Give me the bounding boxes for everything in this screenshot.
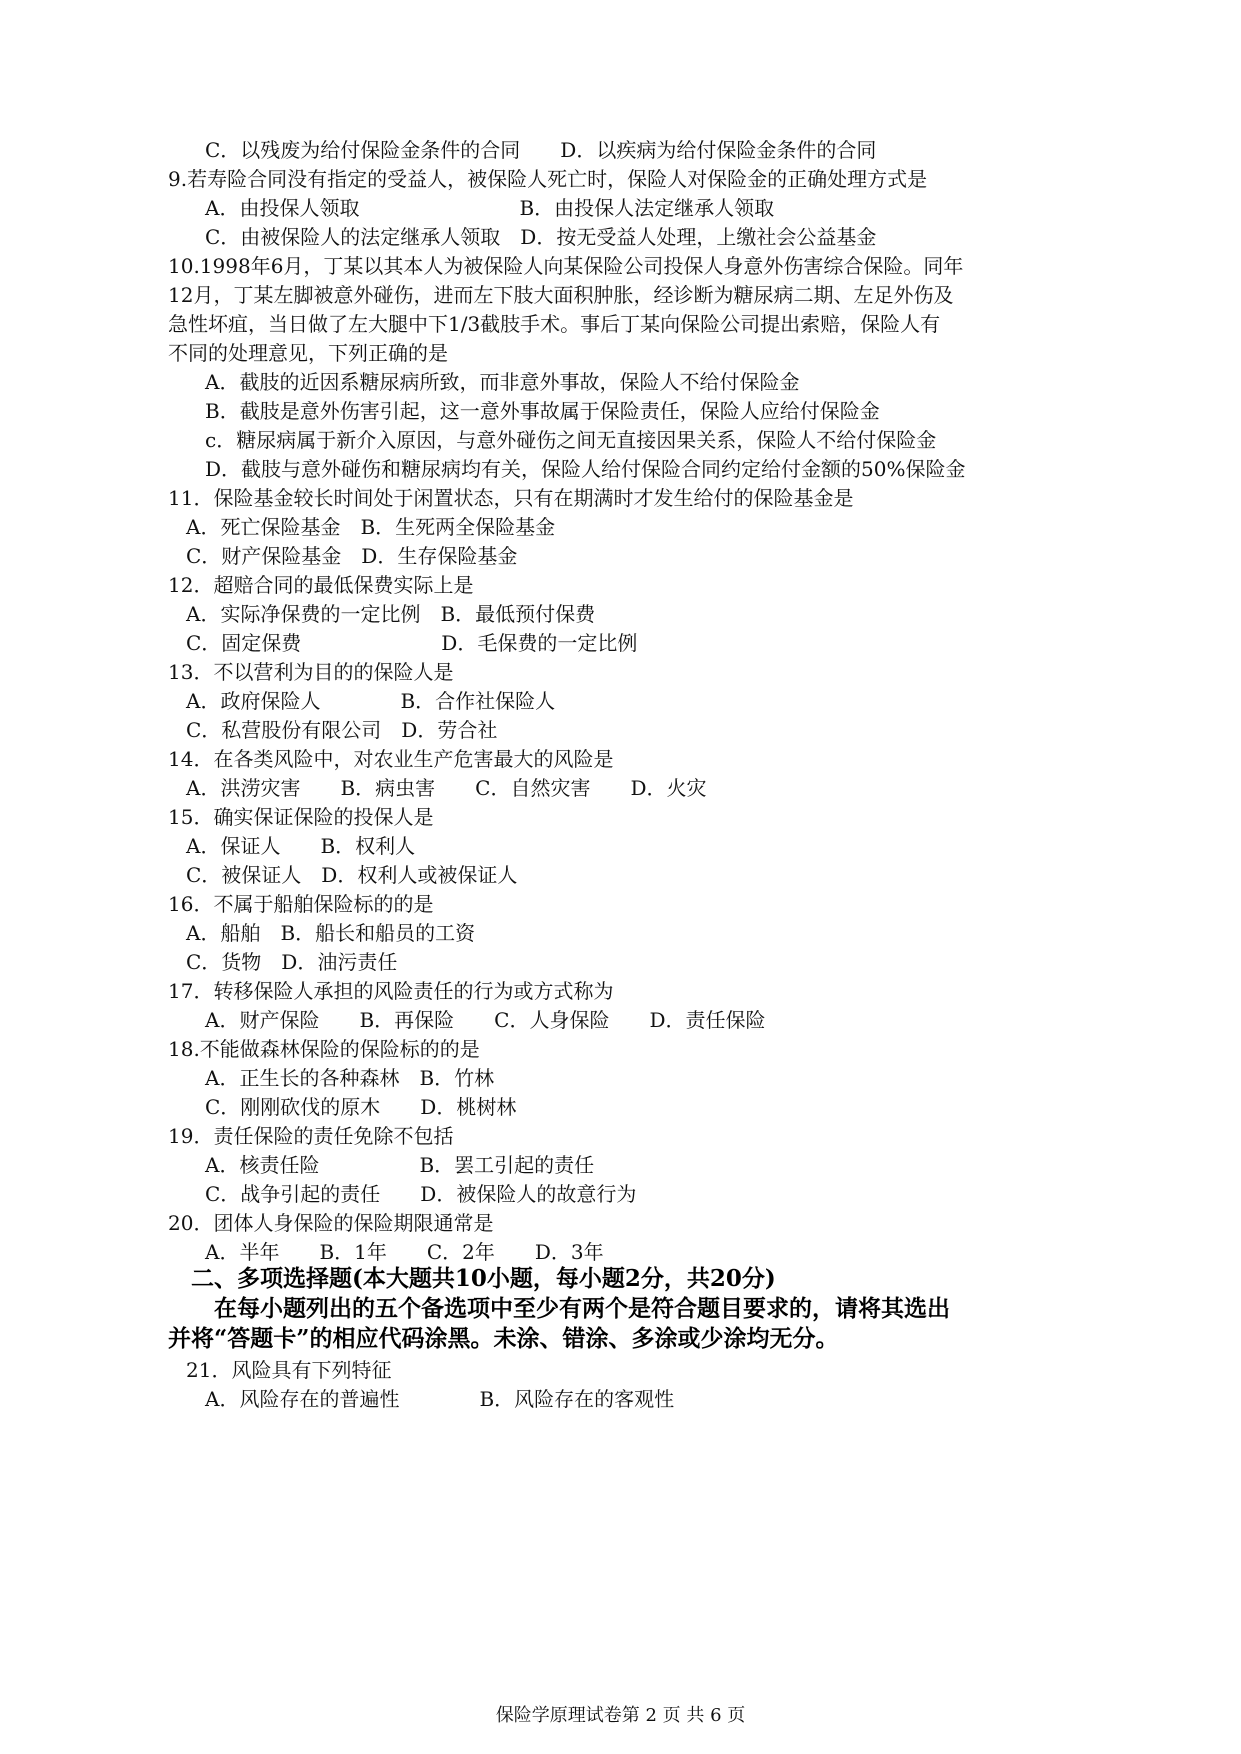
option-line: B．截肢是意外伤害引起，这一意外事故属于保险责任，保险人应给付保险金 bbox=[205, 399, 880, 423]
option-line: A．实际净保费的一定比例 B．最低预付保费 bbox=[186, 602, 596, 626]
question-14: 14．在各类风险中，对农业生产危害最大的风险是 bbox=[168, 747, 614, 771]
option-line: A．财产保险 B．再保险 C．人身保险 D．责任保险 bbox=[205, 1008, 766, 1032]
option-line: A．洪涝灾害 B．病虫害 C．自然灾害 D．火灾 bbox=[186, 776, 707, 800]
question-18: 18.不能做森林保险的保险标的的是 bbox=[168, 1037, 480, 1061]
option-line: C．货物 D．油污责任 bbox=[186, 950, 398, 974]
question-12: 12．超赔合同的最低保费实际上是 bbox=[168, 573, 474, 597]
question-9: 9.若寿险合同没有指定的受益人，被保险人死亡时，保险人对保险金的正确处理方式是 bbox=[168, 167, 928, 191]
option-line: C．由被保险人的法定继承人领取 D．按无受益人处理，上缴社会公益基金 bbox=[205, 225, 877, 249]
option-line: A．由投保人领取 B．由投保人法定继承人领取 bbox=[205, 196, 775, 220]
question-text-line: 不同的处理意见，下列正确的是 bbox=[168, 341, 448, 365]
option-line: A．船舶 B．船长和船员的工资 bbox=[186, 921, 476, 945]
option-line: c．糖尿病属于新介入原因，与意外碰伤之间无直接因果关系，保险人不给付保险金 bbox=[205, 428, 937, 452]
option-line: C．刚刚砍伐的原木 D．桃树林 bbox=[205, 1095, 517, 1119]
section-instructions: 并将“答题卡”的相应代码涂黑。未涂、错涂、多涂或少涂均无分。 bbox=[168, 1325, 839, 1352]
option-line: A．半年 B．1年 C．2年 D．3年 bbox=[205, 1240, 604, 1264]
section-heading: 二、多项选择题(本大题共10小题，每小题2分，共20分) bbox=[191, 1265, 776, 1292]
question-text-line: 急性坏疽，当日做了左大腿中下1/3截肢手术。事后丁某向保险公司提出索赔，保险人有 bbox=[168, 312, 941, 336]
option-line: A．正生长的各种森林 B．竹林 bbox=[205, 1066, 495, 1090]
option-line: A．政府保险人 B．合作社保险人 bbox=[186, 689, 556, 713]
option-line: C．财产保险基金 D．生存保险基金 bbox=[186, 544, 518, 568]
option-line: A．保证人 B．权利人 bbox=[186, 834, 416, 858]
option-line: C．固定保费 D．毛保费的一定比例 bbox=[186, 631, 638, 655]
question-10: 10.1998年6月，丁某以其本人为被保险人向某保险公司投保人身意外伤害综合保险。同年 bbox=[168, 254, 964, 278]
question-15: 15．确实保证保险的投保人是 bbox=[168, 805, 434, 829]
question-13: 13．不以营利为目的的保险人是 bbox=[168, 660, 454, 684]
option-line: A．死亡保险基金 B．生死两全保险基金 bbox=[186, 515, 556, 539]
section-instructions: 在每小题列出的五个备选项中至少有两个是符合题目要求的，请将其选出 bbox=[214, 1295, 950, 1322]
page-footer: 保险学原理试卷第 2 页 共 6 页 bbox=[495, 1705, 746, 1726]
option-line: C．被保证人 D．权利人或被保证人 bbox=[186, 863, 518, 887]
option-line: C．以残废为给付保险金条件的合同 D．以疾病为给付保险金条件的合同 bbox=[205, 138, 877, 162]
question-16: 16．不属于船舶保险标的的是 bbox=[168, 892, 434, 916]
option-line: A．核责任险 B．罢工引起的责任 bbox=[205, 1153, 595, 1177]
question-11: 11．保险基金较长时间处于闲置状态，只有在期满时才发生给付的保险基金是 bbox=[168, 486, 854, 510]
question-21: 21．风险具有下列特征 bbox=[186, 1358, 392, 1382]
question-19: 19．责任保险的责任免除不包括 bbox=[168, 1124, 454, 1148]
question-20: 20．团体人身保险的保险期限通常是 bbox=[168, 1211, 494, 1235]
option-line: A．风险存在的普遍性 B．风险存在的客观性 bbox=[205, 1387, 675, 1411]
option-line: D．截肢与意外碰伤和糖尿病均有关，保险人给付保险合同约定给付金额的50%保险金 bbox=[205, 457, 966, 481]
option-line: C．战争引起的责任 D．被保险人的故意行为 bbox=[205, 1182, 637, 1206]
question-17: 17．转移保险人承担的风险责任的行为或方式称为 bbox=[168, 979, 614, 1003]
option-line: C．私营股份有限公司 D．劳合社 bbox=[186, 718, 498, 742]
option-line: A．截肢的近因系糖尿病所致，而非意外事故，保险人不给付保险金 bbox=[205, 370, 800, 394]
question-text-line: 12月，丁某左脚被意外碰伤，进而左下肢大面积肿胀，经诊断为糖尿病二期、左足外伤及 bbox=[168, 283, 954, 307]
